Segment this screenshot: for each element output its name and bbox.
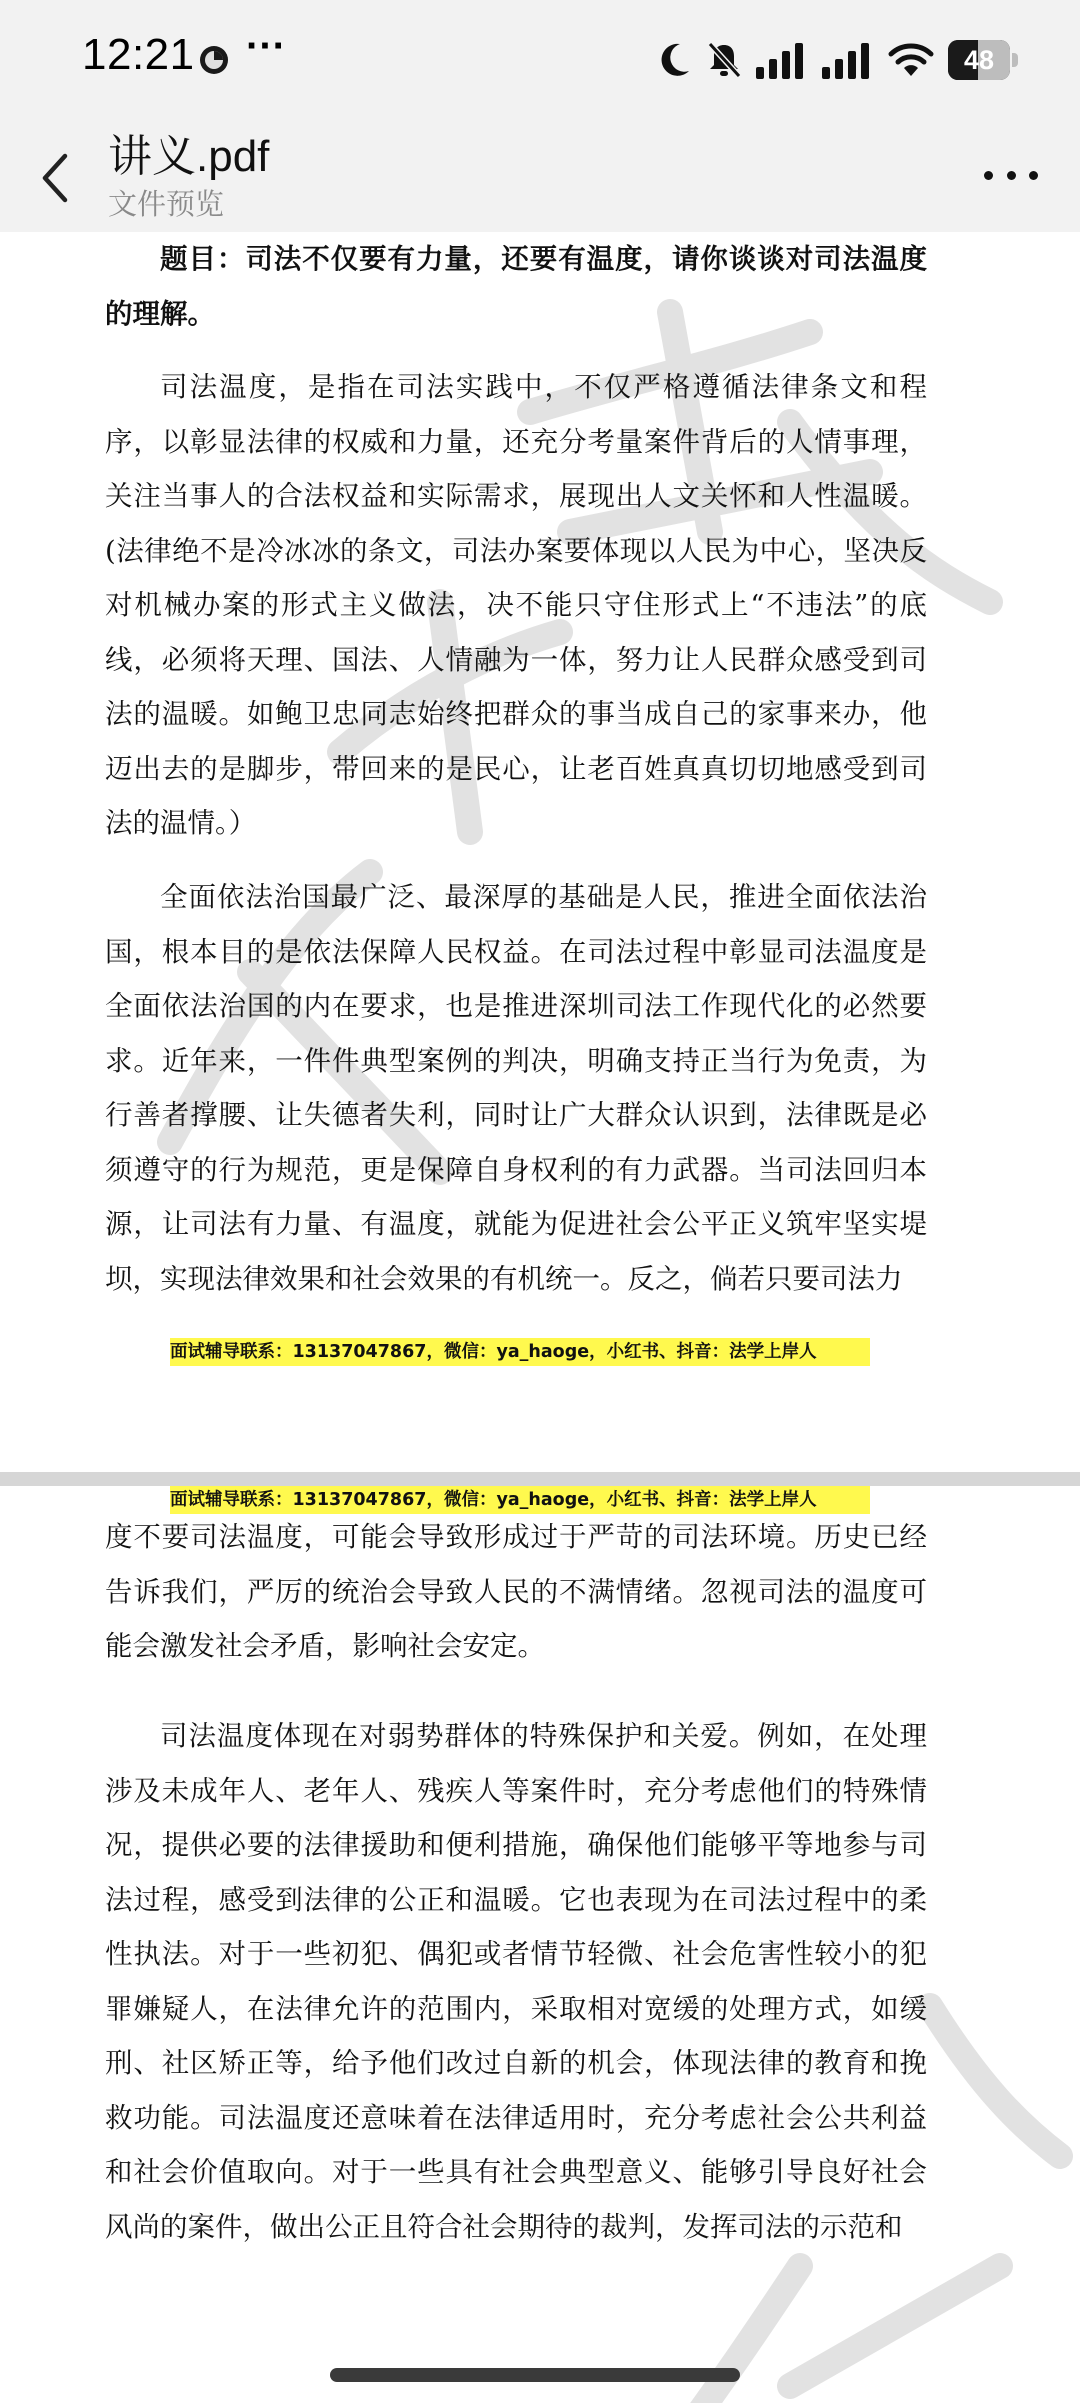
bell-muted-icon [706,40,742,80]
signal-icon [822,41,874,79]
more-horizontal-icon [984,171,993,180]
pdf-page-1 [0,232,1080,1472]
app-header [0,120,1080,232]
wifi-icon [888,42,934,78]
document-paragraph: 司法温度，是指在司法实践中，不仅严格遵循法律条文和程序，以彰显法律的权威和力量，还充分考量案件背后的人情事理，关注当事人的合法权益和实际需求，展现出人文关怀和人性温暖。(法律绝不是冷冰冰的条文，司法办案要体现以人民为中心，坚决反对机械办案的形式主义做法，决不能只守住形式上“不违法”的底线，必须将天理、国法、人情融为一体，努力让人民群众感受到司法的温暖。如鲍卫忠同志始终把群众的事当成自己的家事来办，他迈出去的是脚步，带回来的是民心，让老百姓真真切切地感受到司法的温情。） [105,371,927,839]
chevron-left-icon [40,152,70,204]
page-separator [0,1472,1080,1486]
status-bar [0,0,1080,120]
file-title: 讲义.pdf [108,132,270,181]
status-more-dots: ··· [246,24,286,68]
document-paragraph: 全面依法治国最广泛、最深厚的基础是人民，推进全面依法治国，根本目的是依法保障人民权益。在司法过程中彰显司法温度是全面依法治国的内在要求，也是推进深圳司法工作现代化的必然要求。近年来，一件件典型案例的判决，明确支持正当行为免责，为行善者撑腰、让失德者失利，同时让广大群众认识到，法律既是必须遵守的行为规范，更是保障自身权利的有力武器。当司法回归本源，让司法有力量、有温度，就能为促进社会公平正义筑牢坚实堤坝，实现法律效果和社会效果的有机统一。反之，倘若只要司法力 [105,881,927,1295]
pdf-page-2 [0,1486,1080,2403]
file-subtitle: 文件预览 [108,187,225,221]
battery-icon [948,40,1018,80]
home-indicator[interactable] [330,2368,740,2382]
page-header-contact: 面试辅导联系：13137047867，微信：ya_haoge，小红书、抖音：法学上岸人 [170,1486,870,1514]
document-paragraph: 司法温度体现在对弱势群体的特殊保护和关爱。例如，在处理涉及未成年人、老年人、残疾人等案件时，充分考虑他们的特殊情况，提供必要的法律援助和便利措施，确保他们能够平等地参与司法过程，感受到法律的公正和温暖。它也表现为在司法过程中的柔性执法。对于一些初犯、偶犯或者情节轻微、社会危害性较小的犯罪嫌疑人，在法律允许的范围内，采取相对宽缓的处理方式，如缓刑、社区矫正等，给予他们改过自新的机会，体现法律的教育和挽救功能。司法温度还意味着在法律适用时，充分考虑社会公共利益和社会价值取向。对于一些具有社会典型意义、能够引导良好社会风尚的案件，做出公正且符合社会期待的裁判，发挥司法的示范和 [105,1720,927,2243]
document-paragraph: 度不要司法温度，可能会导致形成过于严苛的司法环境。历史已经告诉我们，严厉的统治会导致人民的不满情绪。忽视司法的温度可能会激发社会矛盾，影响社会安定。 [105,1521,927,1662]
more-options-button[interactable] [976,150,1046,200]
focus-mode-icon [198,44,230,76]
signal-icon [756,41,808,79]
document-question-title: 题目：司法不仅要有力量，还要有温度，请你谈谈对司法温度的理解。 [105,243,927,330]
pdf-viewer[interactable] [0,232,1080,2403]
back-button[interactable] [30,138,80,218]
status-time: 12:21 [82,30,195,79]
page-footer-contact: 面试辅导联系：13137047867，微信：ya_haoge，小红书、抖音：法学上岸人 [170,1338,870,1366]
status-icons [658,38,1018,82]
moon-icon [658,41,692,79]
battery-level: 48 [963,45,995,75]
